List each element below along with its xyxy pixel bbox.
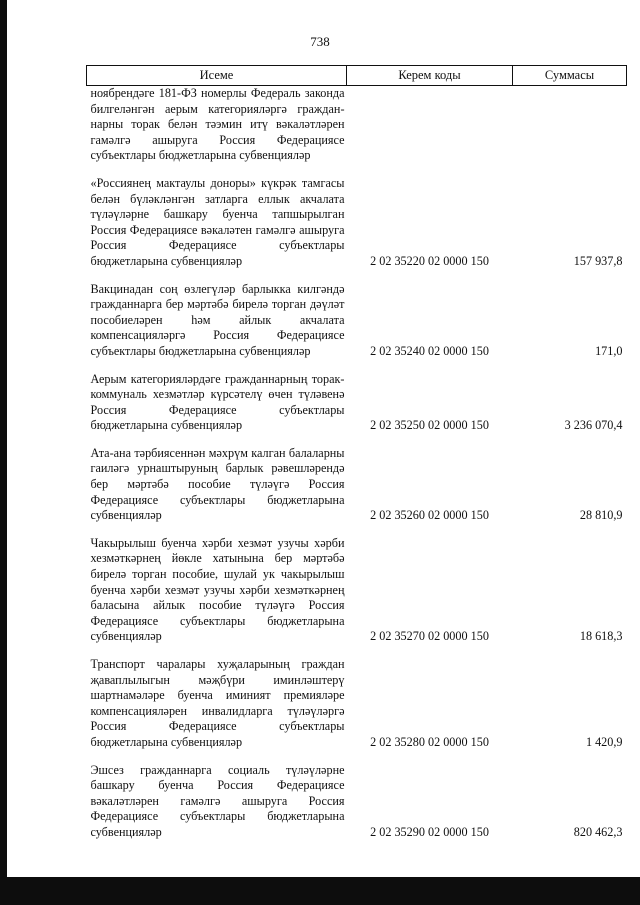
row-amount: 171,0 [595,343,623,358]
header-amount: Суммасы [513,66,627,86]
row-name: Чакырылыш буенча хәрби хезмәт узучы хәрби хезмәткәрнең йөкле хатынына бер мәртәбә бирелә торган пособие, шулай ук чакырылыш буенча хәрби хезмәт узучы хәрби хезмәткәрнең баласына айлык пособие түләүгә Россия Федерациясе субъектлары бюджетларына субвенцияләр [90,535,345,644]
row-name: Эшсез гражданнарга социаль түләүләрне башкару буенча Россия Федерациясе вәкаләтләрен гамәлгә ашыруга Россия Федерациясе субъектлары бюджетларына субвенцияләр [90,762,345,839]
row-amount: 28 810,9 [579,508,623,523]
row-spacer [87,524,627,536]
row-code: 2 02 35270 02 0000 150 [370,629,489,644]
header-code: Керем коды [347,66,513,86]
row-amount: 18 618,3 [579,629,623,644]
row-spacer [87,645,627,657]
row-code: 2 02 35250 02 0000 150 [370,418,489,433]
budget-table [86,65,627,841]
row-name: Транспорт чаралары хуҗаларының граждан җаваплылыгын мәҗбүри иминләштерү шартнамәләре буенча иминият премияләре компенсацияләрен инвалидларга түләүләргә Россия Федерациясе субъектлары бюджетларына субвенцияләр [90,657,345,749]
row-name: ноябрендәге 181-ФЗ номерлы Федераль законда билгеләнгән аерым категорияләргә гражданнарны торак белән тәэмин итү вәкаләтләрен гамәлгә ашыруга Россия Федерациясе субъектлары бюджетларына субвенцияләр [90,86,345,163]
page-number: 738 [310,34,330,49]
row-spacer [87,164,627,176]
row-amount: 157 937,8 [573,253,623,268]
table-row [87,282,627,360]
row-amount: 3 236 070,4 [564,418,623,433]
row-name: Вакцинадан соң өзлегүләр барлыкка килгәндә гражданнарга бер мәртәбә бирелә торган дәүләт пособиеләрен һәм айлык акчалата компенсацияләргә Россия Федерациясе субъектлары бюджетларына субвенцияләр [90,281,345,358]
scan-border-left [0,0,7,883]
header-name: Исеме [87,66,347,86]
row-code: 2 02 35280 02 0000 150 [370,734,489,749]
row-amount: 1 420,9 [585,734,623,749]
row-code: 2 02 35220 02 0000 150 [370,253,489,268]
row-code [347,86,513,164]
row-name: Ата-ана тәрбиясеннән мәхрүм калган балаларны гаиләгә урнаштыруның барлык рәвешләрендә бер мәртәбә пособие түләүгә Россия Федерациясе субъектлары бюджетларына субвенцияләр [90,445,345,523]
table-row [87,446,627,524]
table-row [87,176,627,270]
scan-border-bottom [0,877,640,905]
row-spacer [87,270,627,282]
table-row [87,763,627,841]
row-name: «Россиянең мактаулы доноры» күкрәк тамгасы белән бүләкләнгән затларга еллык акчалата түләүләрне башкару буенча тапшырылган Россия Федерациясе вәкаләтен гамәлгә ашыруга Россия Федерациясе субъектлары бюджетларына субвенцияләр [90,175,345,268]
table-row [87,86,627,164]
table-header-row [87,66,627,86]
row-code: 2 02 35260 02 0000 150 [370,508,489,523]
row-amount [513,86,627,164]
row-code: 2 02 35240 02 0000 150 [370,343,489,358]
row-spacer [87,751,627,763]
row-code: 2 02 35290 02 0000 150 [370,824,489,839]
table-row [87,536,627,645]
table-row [87,657,627,751]
row-spacer [87,360,627,372]
row-spacer [87,434,627,446]
row-name: Аерым категорияләрдәге гражданнарның торак-коммуналь хезмәтләр күрсәтелү өчен түләвенә Россия Федерациясе субъектлары бюджетларына субвенцияләр [90,371,345,433]
table-row [87,372,627,434]
row-amount: 820 462,3 [573,824,623,839]
